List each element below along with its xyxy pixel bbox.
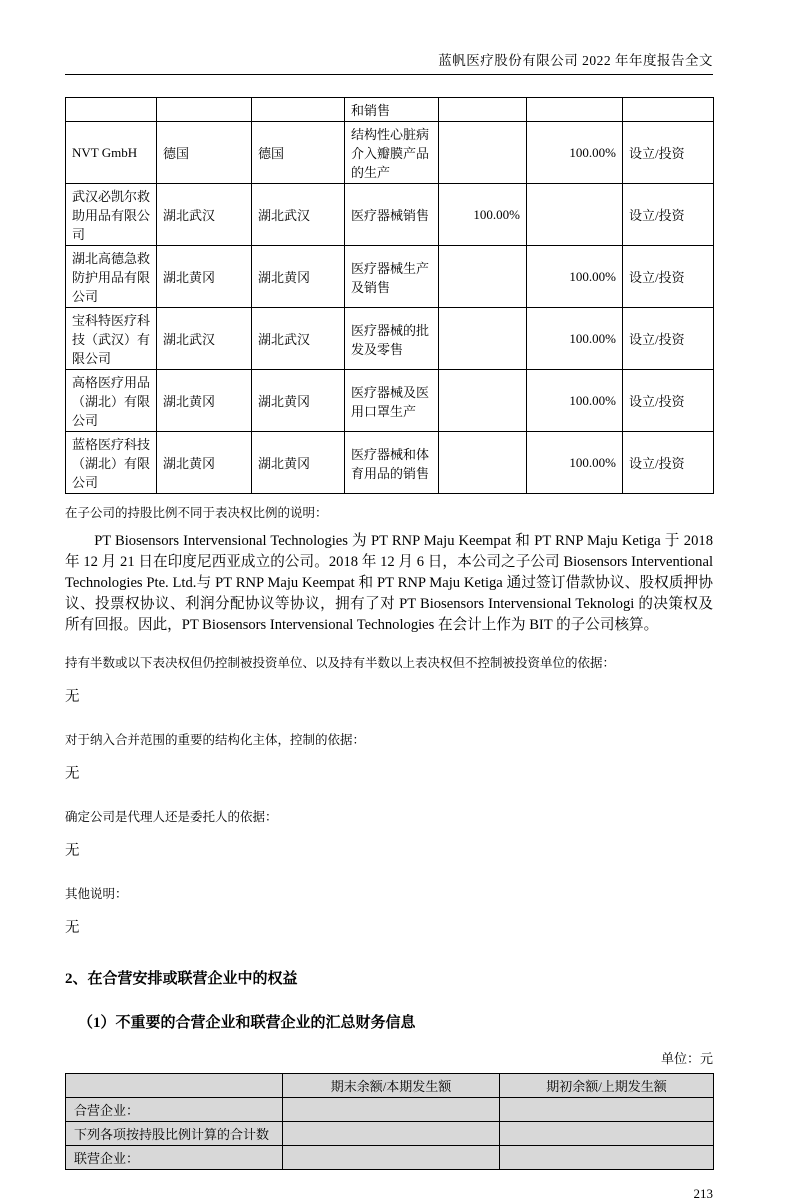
cell-indirect-holding: 100.00% (527, 432, 623, 494)
note-voting-diff-label: 在子公司的持股比例不同于表决权比例的说明： (65, 506, 328, 520)
cell-registration-place: 湖北黄冈 (157, 370, 252, 432)
cell-company-name: 武汉必凯尔救助用品有限公司 (66, 184, 157, 246)
cell-direct-holding: 100.00% (439, 184, 527, 246)
cell-business-place: 湖北黄冈 (252, 370, 345, 432)
note-paragraph: PT Biosensors Intervensional Technologies 为 PT RNP Maju Keempat 和 PT RNP Maju Ketiga 于 2018 年 12 月 21 日在印度尼西亚成立的公司。2018 年 12 月 6 日，本公司之子公司 Biosensors Interventional Technologies Pte. Ltd.与 PT RNP Maju Keempat 和 PT RNP Maju Ketiga 通过签订借款协议、股权质押协议、投票权协议、利润分配协议等协议，拥有了对 PT Biosensors Intervensional Teknologi 的决策权及所有回报。因此，PT Biosensors Intervensional Technologies 在会计上作为 BIT 的子公司核算。 (65, 533, 713, 633)
cell-direct-holding (439, 122, 527, 184)
cell-company-name (66, 98, 157, 122)
cell-registration-place: 湖北黄冈 (157, 246, 252, 308)
cell-acquire-method: 设立/投资 (623, 370, 714, 432)
cell-prior-value (500, 1146, 714, 1170)
cell-direct-holding (439, 432, 527, 494)
note-structured-entity-label: 对于纳入合并范围的重要的结构化主体，控制的依据： (65, 733, 366, 747)
cell-indirect-holding: 100.00% (527, 246, 623, 308)
cell-direct-holding (439, 98, 527, 122)
table-row (66, 122, 714, 184)
header-prior-period: 期初余额/上期发生额 (500, 1074, 714, 1098)
cell-acquire-method: 设立/投资 (623, 308, 714, 370)
section-2-1-heading: （1）不重要的合营企业和联营企业的汇总财务信息 (78, 1015, 416, 1031)
cell-indirect-holding: 100.00% (527, 122, 623, 184)
cell-row-label: 合营企业： (66, 1098, 283, 1122)
header-current-period: 期末余额/本期发生额 (283, 1074, 500, 1098)
cell-registration-place: 湖北黄冈 (157, 432, 252, 494)
cell-registration-place: 湖北武汉 (157, 308, 252, 370)
cell-current-value (283, 1098, 500, 1122)
summary-table (65, 1073, 714, 1170)
table-row (66, 246, 714, 308)
cell-business-place (252, 98, 345, 122)
section-2-heading: 2、在合营安排或联营企业中的权益 (65, 971, 298, 987)
page-header-title: 蓝帆医疗股份有限公司 2022 年年度报告全文 (65, 0, 713, 75)
cell-registration-place: 德国 (157, 122, 252, 184)
cell-current-value (283, 1146, 500, 1170)
note-other-value: 无 (65, 920, 80, 936)
cell-indirect-holding: 100.00% (527, 370, 623, 432)
cell-row-label: 下列各项按持股比例计算的合计数 (66, 1122, 283, 1146)
cell-row-label: 联营企业： (66, 1146, 283, 1170)
cell-main-business: 结构性心脏病介入瓣膜产品的生产 (345, 122, 439, 184)
note-half-voting-label: 持有半数或以下表决权但仍控制被投资单位、以及持有半数以上表决权但不控制被投资单位的依据： (65, 656, 616, 670)
cell-indirect-holding (527, 98, 623, 122)
cell-prior-value (500, 1122, 714, 1146)
cell-acquire-method: 设立/投资 (623, 246, 714, 308)
cell-company-name: 宝科特医疗科技（武汉）有限公司 (66, 308, 157, 370)
cell-acquire-method: 设立/投资 (623, 122, 714, 184)
note-agent-principal-label: 确定公司是代理人还是委托人的依据： (65, 810, 278, 824)
cell-business-place: 湖北武汉 (252, 308, 345, 370)
cell-main-business: 医疗器械销售 (345, 184, 439, 246)
header-empty-cell (66, 1074, 283, 1098)
cell-company-name: 蓝格医疗科技（湖北）有限公司 (66, 432, 157, 494)
table-row (66, 308, 714, 370)
cell-acquire-method: 设立/投资 (623, 432, 714, 494)
note-other-label: 其他说明： (65, 887, 128, 901)
note-structured-entity-value: 无 (65, 766, 80, 782)
cell-business-place: 湖北黄冈 (252, 246, 345, 308)
table-row-carryover (66, 98, 714, 122)
cell-direct-holding (439, 370, 527, 432)
cell-registration-place: 湖北武汉 (157, 184, 252, 246)
cell-main-business: 医疗器械和体育用品的销售 (345, 432, 439, 494)
cell-direct-holding (439, 308, 527, 370)
cell-main-business: 医疗器械的批发及零售 (345, 308, 439, 370)
note-half-voting-value: 无 (65, 689, 80, 705)
cell-business-place: 湖北武汉 (252, 184, 345, 246)
cell-main-business: 和销售 (345, 98, 439, 122)
cell-company-name: 湖北高德急救防护用品有限公司 (66, 246, 157, 308)
cell-business-place: 德国 (252, 122, 345, 184)
note-agent-principal-value: 无 (65, 843, 80, 859)
cell-main-business: 医疗器械生产及销售 (345, 246, 439, 308)
table-row (66, 432, 714, 494)
summary-row (66, 1098, 714, 1122)
table-row (66, 370, 714, 432)
unit-label: 单位：元 (660, 1051, 713, 1066)
cell-business-place: 湖北黄冈 (252, 432, 345, 494)
cell-company-name: NVT GmbH (66, 122, 157, 184)
summary-header-row (66, 1074, 714, 1098)
cell-company-name: 高格医疗用品（湖北）有限公司 (66, 370, 157, 432)
cell-current-value (283, 1122, 500, 1146)
summary-row (66, 1122, 714, 1146)
cell-prior-value (500, 1098, 714, 1122)
cell-acquire-method (623, 98, 714, 122)
cell-indirect-holding (527, 184, 623, 246)
summary-row (66, 1146, 714, 1170)
cell-registration-place (157, 98, 252, 122)
cell-main-business: 医疗器械及医用口罩生产 (345, 370, 439, 432)
table-row (66, 184, 714, 246)
page-number: 213 (693, 1186, 713, 1201)
subsidiary-table (65, 97, 714, 494)
cell-acquire-method: 设立/投资 (623, 184, 714, 246)
cell-direct-holding (439, 246, 527, 308)
cell-indirect-holding: 100.00% (527, 308, 623, 370)
